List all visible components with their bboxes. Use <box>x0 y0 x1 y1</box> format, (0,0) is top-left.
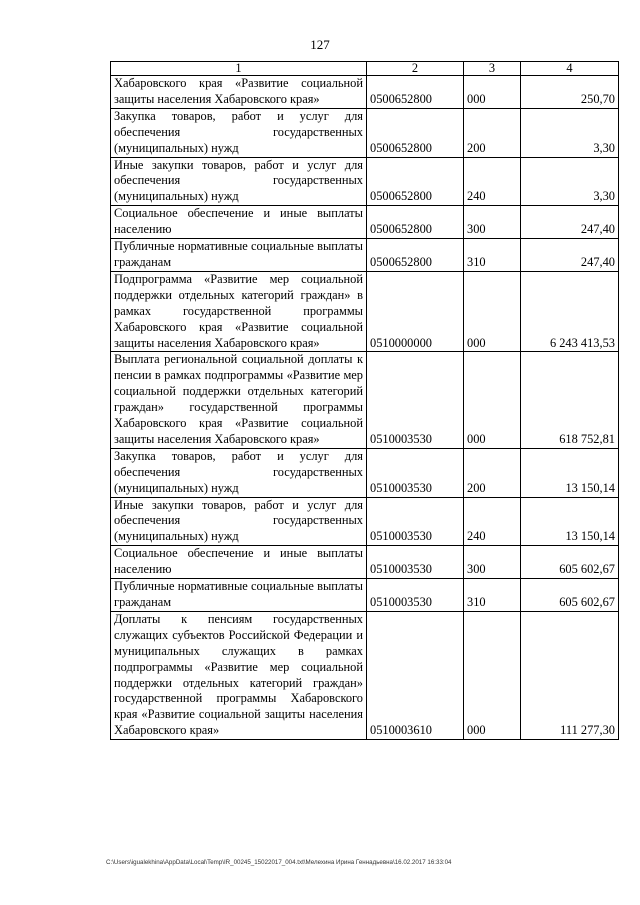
row-amount: 605 602,67 <box>521 546 619 579</box>
row-type: 000 <box>464 76 521 109</box>
table-row <box>111 76 619 109</box>
row-type: 240 <box>464 157 521 206</box>
column-header-name: 1 <box>111 62 367 76</box>
row-code: 0510003530 <box>367 448 464 497</box>
table-header-row <box>111 62 619 76</box>
row-code: 0500652800 <box>367 239 464 272</box>
page-number: 127 <box>310 37 330 52</box>
row-type: 310 <box>464 239 521 272</box>
row-code: 0500652800 <box>367 108 464 157</box>
row-name: Публичные нормативные социальные выплаты гражданам <box>111 239 367 272</box>
table-row <box>111 108 619 157</box>
table-row <box>111 448 619 497</box>
row-type: 310 <box>464 579 521 612</box>
row-code: 0500652800 <box>367 76 464 109</box>
table-row <box>111 611 619 739</box>
row-code: 0510003530 <box>367 579 464 612</box>
table-row <box>111 352 619 448</box>
row-name: Иные закупки товаров, работ и услуг для обеспечения государственных (муниципальных) нужд <box>111 497 367 546</box>
column-header-amount: 4 <box>521 62 619 76</box>
row-type: 200 <box>464 108 521 157</box>
row-amount: 3,30 <box>521 157 619 206</box>
table-row <box>111 239 619 272</box>
row-code: 0510003610 <box>367 611 464 739</box>
row-type: 000 <box>464 352 521 448</box>
row-code: 0510003530 <box>367 352 464 448</box>
row-name: Выплата региональной социальной доплаты к пенсии в рамках подпрограммы «Развитие мер социальной поддержки отдельных категорий граждан» государственной программы Хабаровского края «Развитие социальной защиты населения Хабаровского края» <box>111 352 367 448</box>
table-row <box>111 579 619 612</box>
row-type: 300 <box>464 206 521 239</box>
budget-table <box>110 61 619 740</box>
row-name: Иные закупки товаров, работ и услуг для обеспечения государственных (муниципальных) нужд <box>111 157 367 206</box>
row-name: Хабаровского края «Развитие социальной защиты населения Хабаровского края» <box>111 76 367 109</box>
row-name: Публичные нормативные социальные выплаты гражданам <box>111 579 367 612</box>
row-name: Закупка товаров, работ и услуг для обеспечения государственных (муниципальных) нужд <box>111 108 367 157</box>
row-amount: 13 150,14 <box>521 497 619 546</box>
row-type: 000 <box>464 611 521 739</box>
row-name: Социальное обеспечение и иные выплаты населению <box>111 546 367 579</box>
table-row <box>111 497 619 546</box>
row-code: 0510000000 <box>367 271 464 352</box>
row-amount: 605 602,67 <box>521 579 619 612</box>
column-header-code: 2 <box>367 62 464 76</box>
row-amount: 247,40 <box>521 239 619 272</box>
table-row <box>111 157 619 206</box>
row-name: Социальное обеспечение и иные выплаты населению <box>111 206 367 239</box>
row-type: 300 <box>464 546 521 579</box>
table-row <box>111 271 619 352</box>
row-amount: 247,40 <box>521 206 619 239</box>
row-amount: 618 752,81 <box>521 352 619 448</box>
row-type: 240 <box>464 497 521 546</box>
row-type: 000 <box>464 271 521 352</box>
row-name: Подпрограмма «Развитие мер социальной поддержки отдельных категорий граждан» в рамках государственной программы Хабаровского края «Развитие социальной защиты населения Хабаровского края» <box>111 271 367 352</box>
row-amount: 13 150,14 <box>521 448 619 497</box>
row-name: Закупка товаров, работ и услуг для обеспечения государственных (муниципальных) нужд <box>111 448 367 497</box>
row-code: 0500652800 <box>367 206 464 239</box>
row-amount: 6 243 413,53 <box>521 271 619 352</box>
row-name: Доплаты к пенсиям государственных служащих субъектов Российской Федерации и муниципальных служащих в рамках подпрограммы «Развитие мер социальной поддержки отдельных категорий граждан» государственной программы Хабаровского края «Развитие социальной защиты населения Хабаровского края» <box>111 611 367 739</box>
row-amount: 111 277,30 <box>521 611 619 739</box>
column-header-type: 3 <box>464 62 521 76</box>
row-amount: 3,30 <box>521 108 619 157</box>
table-row <box>111 206 619 239</box>
table-row <box>111 546 619 579</box>
row-code: 0510003530 <box>367 546 464 579</box>
row-amount: 250,70 <box>521 76 619 109</box>
footer-file-path: C:\Users\igualekhina\AppData\Local\Temp\IR_00245_15022017_004.txt\Мелехина Ирина Геннадьевна\16.02.2017 16:33:04 <box>106 859 452 866</box>
row-code: 0510003530 <box>367 497 464 546</box>
row-code: 0500652800 <box>367 157 464 206</box>
row-type: 200 <box>464 448 521 497</box>
